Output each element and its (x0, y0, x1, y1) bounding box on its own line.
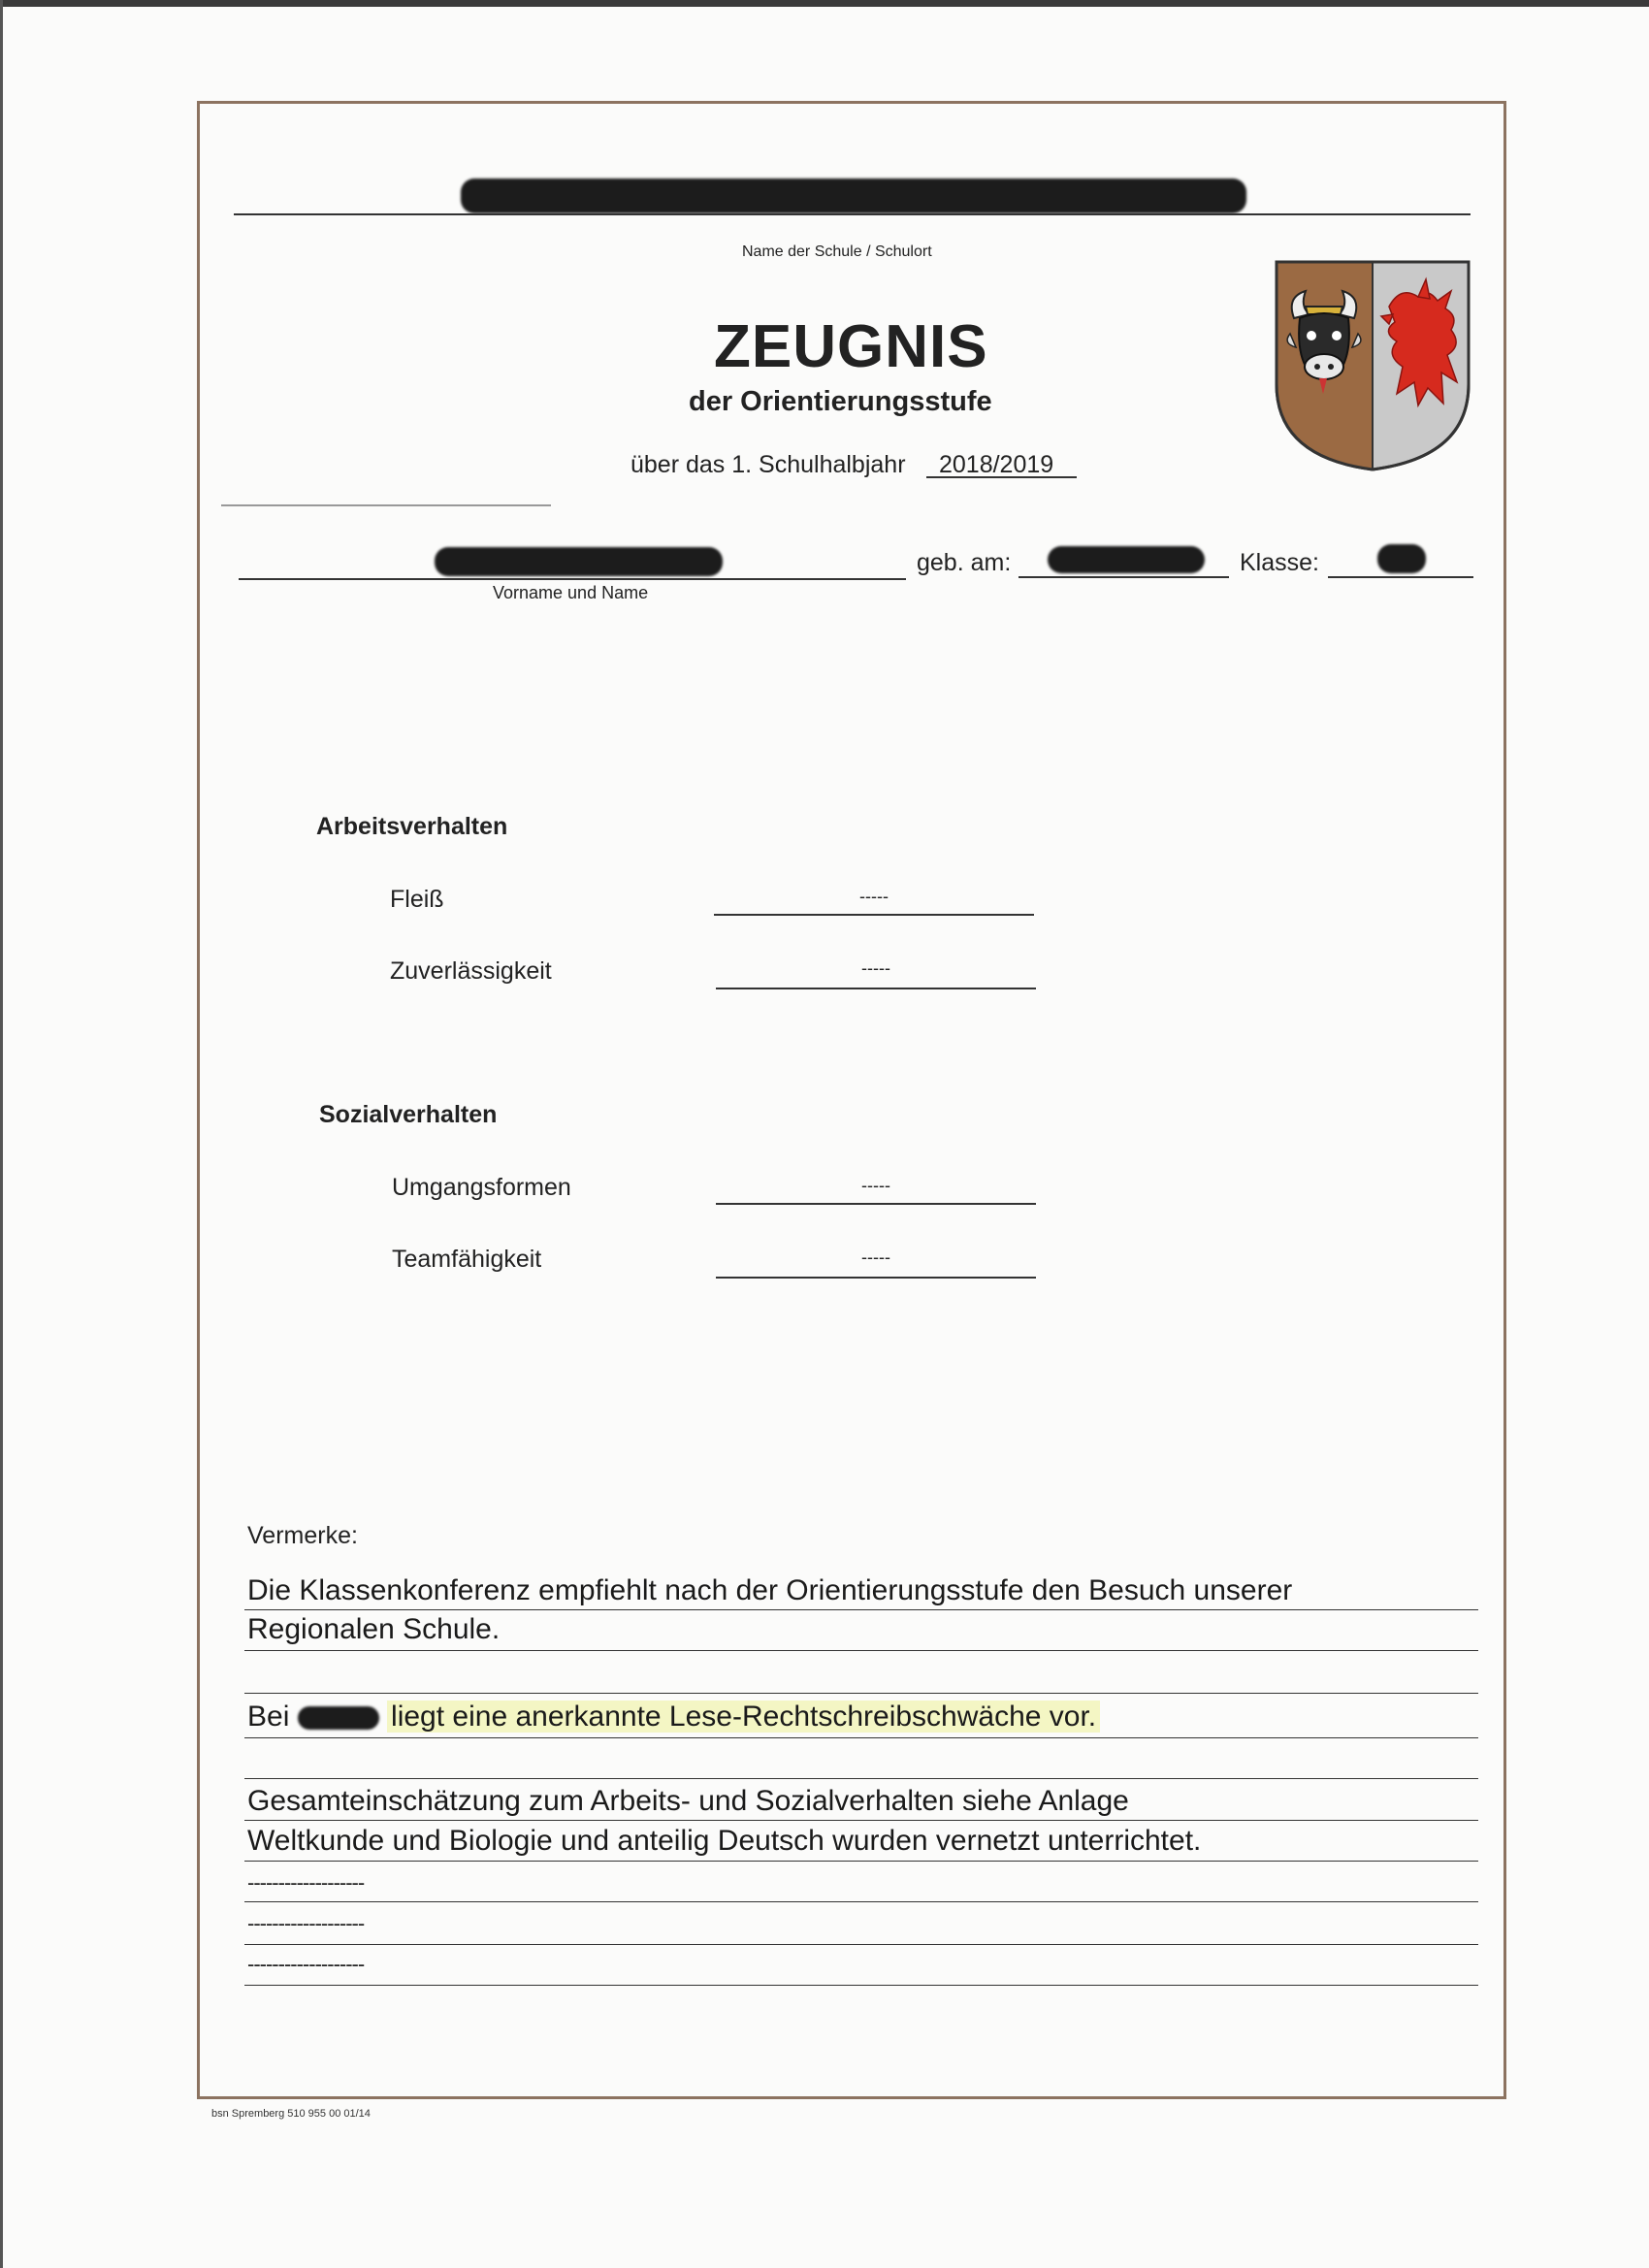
remark-line-4: Gesamteinschätzung zum Arbeits- und Sozialverhalten siehe Anlage (247, 1785, 1129, 1817)
redacted-student-name (435, 547, 723, 576)
item-value-fleiss: ----- (859, 887, 889, 906)
document-subtitle: der Orientierungsstufe (689, 386, 992, 417)
remark-rule-8 (244, 1901, 1478, 1902)
redacted-student-first-name (298, 1706, 379, 1730)
halbjahr-value: 2018/2019 (939, 451, 1054, 478)
item-value-zuverlaessigkeit: ----- (861, 958, 890, 978)
school-name-line (234, 213, 1471, 215)
scan-edge (0, 0, 1649, 7)
item-label-teamfaehigkeit: Teamfähigkeit (392, 1246, 542, 1273)
remark-line-3 (247, 1701, 1100, 1733)
birth-line (1018, 576, 1229, 578)
item-label-umgangsformen: Umgangsformen (392, 1174, 571, 1201)
coat-of-arms-icon (1273, 258, 1472, 473)
remark-dash-line-2: ------------------- (247, 1911, 365, 1935)
remark-rule-9 (244, 1944, 1478, 1945)
document-title: ZEUGNIS (714, 313, 988, 380)
remark-rule-5 (244, 1778, 1478, 1779)
item-line-fleiss (714, 914, 1034, 916)
section-heading-sozialverhalten: Sozialverhalten (319, 1101, 498, 1128)
item-value-teamfaehigkeit: ----- (861, 1247, 890, 1267)
remark-rule-2 (244, 1650, 1478, 1651)
name-caption: Vorname und Name (493, 583, 649, 602)
halbjahr-line (926, 476, 1077, 478)
remark-line-1: Die Klassenkonferenz empfiehlt nach der Orientierungsstufe den Besuch unserer (247, 1574, 1293, 1606)
birth-label: geb. am: (917, 549, 1012, 576)
remark-rule-3 (244, 1693, 1478, 1694)
halbjahr-label: über das 1. Schulhalbjahr (630, 451, 906, 478)
scan-edge-left (0, 0, 3, 2268)
item-line-teamfaehigkeit (716, 1277, 1036, 1279)
class-label: Klasse: (1240, 549, 1319, 576)
item-line-umgangsformen (716, 1203, 1036, 1205)
remark-rule-10 (244, 1985, 1478, 1986)
redacted-birthdate (1048, 546, 1205, 573)
item-label-fleiss: Fleiß (390, 886, 444, 913)
remark-dash-line-1: ------------------- (247, 1870, 365, 1895)
class-line (1328, 576, 1473, 578)
remark-rule-6 (244, 1820, 1478, 1821)
item-value-umgangsformen: ----- (861, 1176, 890, 1195)
remark-rule-7 (244, 1861, 1478, 1862)
section-heading-arbeitsverhalten: Arbeitsverhalten (316, 813, 508, 840)
remark-dash-line-3: ------------------- (247, 1952, 365, 1976)
remark-line-3-prefix: Bei (247, 1701, 290, 1733)
stamp-area (221, 262, 551, 506)
redacted-class (1377, 544, 1426, 573)
item-line-zuverlaessigkeit (716, 988, 1036, 989)
form-code: bsn Spremberg 510 955 00 01/14 (211, 2108, 371, 2120)
remark-line-5: Weltkunde und Biologie und anteilig Deutsch wurden vernetzt unterrichtet. (247, 1825, 1202, 1857)
remark-rule-1 (244, 1609, 1478, 1610)
item-label-zuverlaessigkeit: Zuverlässigkeit (390, 957, 552, 985)
school-caption: Name der Schule / Schulort (742, 243, 932, 260)
remark-line-2: Regionalen Schule. (247, 1613, 501, 1645)
redacted-school-name (461, 178, 1246, 213)
remarks-label: Vermerke: (247, 1522, 358, 1549)
remark-line-3-rest: liegt eine anerkannte Lese-Rechtschreibschwäche vor. (387, 1701, 1100, 1733)
remark-rule-4 (244, 1737, 1478, 1738)
student-name-line (239, 578, 906, 580)
